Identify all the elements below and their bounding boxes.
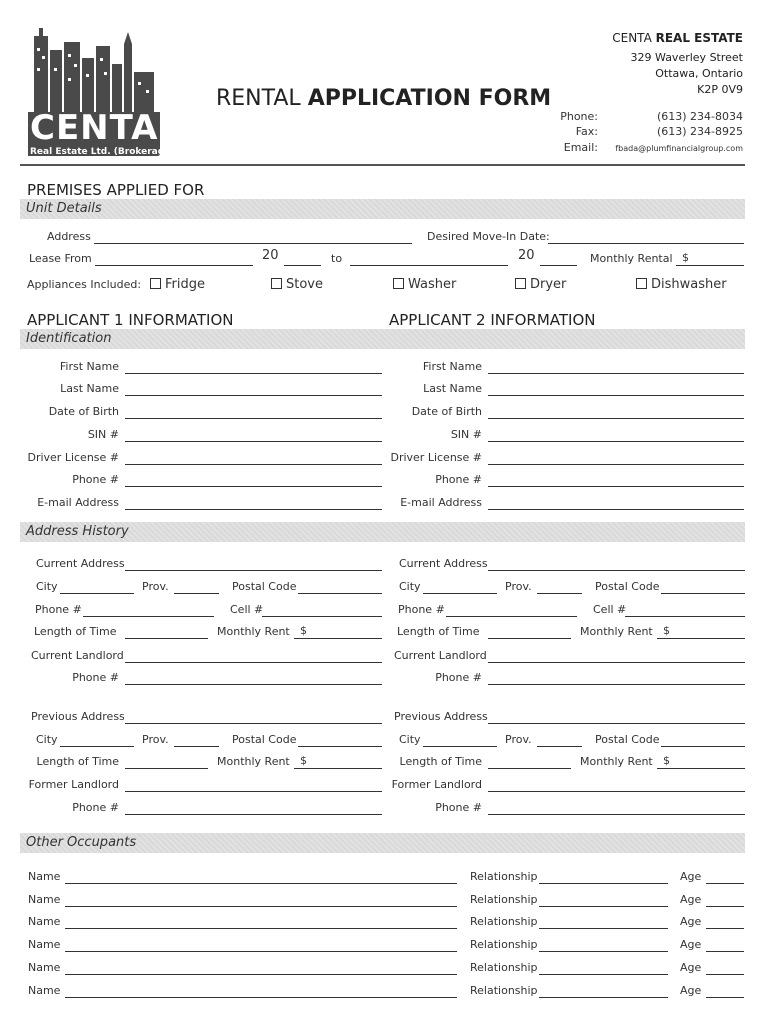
applicant2-prev-monthly-rent-field[interactable] [657, 754, 745, 769]
monthly-rent-label: Monthly Rent [217, 755, 290, 768]
prov-label: Prov. [505, 580, 532, 593]
applicant2-current-address-field[interactable] [488, 556, 745, 571]
title-bold: APPLICATION FORM [307, 86, 552, 111]
move-in-label: Desired Move-In Date: [427, 230, 550, 243]
last-name-label: Last Name [60, 382, 119, 395]
date-of-birth-label: Date of Birth [411, 405, 482, 418]
occupant-name-label: Name [28, 915, 61, 928]
occupant-name-label: Name [28, 893, 61, 906]
occupant-4-age-field[interactable] [706, 937, 744, 952]
occupant-2-relationship-field[interactable] [539, 892, 668, 907]
occupant-age-label: Age [680, 915, 702, 928]
occupant-4-name-field[interactable] [65, 937, 457, 952]
applicant1-first-name-field[interactable] [125, 359, 382, 374]
occupant-relationship-label: Relationship [470, 870, 538, 883]
checkbox-icon [271, 278, 282, 289]
former-landlord-label: Former Landlord [391, 778, 482, 791]
applicant1-city-field[interactable] [60, 579, 134, 594]
monthly-rental-field[interactable] [676, 251, 744, 266]
logo-text: CENTA [30, 108, 159, 148]
applicant2-prev-length-field[interactable] [488, 754, 571, 769]
applicant1-phone-field[interactable] [125, 472, 382, 487]
former-landlord-label: Former Landlord [28, 778, 119, 791]
postal-code-label: Postal Code [595, 733, 660, 746]
occupant-name-label: Name [28, 938, 61, 951]
occupant-2-age-field[interactable] [706, 892, 744, 907]
occupant-3-relationship-field[interactable] [539, 914, 668, 929]
postal-code-label: Postal Code [232, 580, 297, 593]
logo-subtitle: Real Estate Ltd. (Brokerage) [30, 147, 175, 157]
previous-address-label: Previous Address [31, 710, 125, 723]
title-light: RENTAL [216, 86, 301, 111]
occupant-relationship-label: Relationship [470, 984, 538, 997]
applicant1-heading: APPLICANT 1 INFORMATION [27, 311, 234, 329]
unit-details-band: Unit Details [20, 199, 745, 219]
sin-label: SIN # [87, 428, 119, 441]
lease-year1-field[interactable] [284, 251, 321, 266]
applicant1-email-field[interactable] [125, 495, 382, 510]
occupant-6-relationship-field[interactable] [539, 983, 668, 998]
monthly-rent-dollar: $ [300, 624, 307, 637]
applicant1-date-of-birth-field[interactable] [125, 404, 382, 419]
applicant1-length-field[interactable] [125, 624, 208, 639]
length-of-time-label: Length of Time [36, 755, 119, 768]
checkbox-icon [515, 278, 526, 289]
applicant1-former-landlord-field[interactable] [125, 777, 382, 792]
applicant2-last-name-field[interactable] [488, 381, 744, 396]
phone-label: Phone # [398, 603, 445, 616]
lease-from-field[interactable] [95, 251, 253, 266]
applicant2-city-field[interactable] [423, 579, 497, 594]
cell-label: Cell # [593, 603, 627, 616]
prov-label: Prov. [505, 733, 532, 746]
city-label: City [36, 580, 58, 593]
length-of-time-label: Length of Time [399, 755, 482, 768]
phone-label: Phone # [35, 603, 82, 616]
applicant2-monthly-rent-field[interactable] [657, 624, 745, 639]
occupant-3-age-field[interactable] [706, 914, 744, 929]
applicant2-length-field[interactable] [488, 624, 571, 639]
occupant-relationship-label: Relationship [470, 915, 538, 928]
prov-label: Prov. [142, 733, 169, 746]
fridge-checkbox[interactable]: Fridge [150, 277, 205, 292]
current-address-label: Current Address [36, 557, 125, 570]
applicant2-phone-field[interactable] [488, 472, 744, 487]
washer-checkbox[interactable]: Washer [393, 277, 456, 292]
applicant1-prev-prov-field[interactable] [174, 732, 219, 747]
street: 329 Waverley Street [630, 51, 743, 64]
dryer-checkbox[interactable]: Dryer [515, 277, 566, 292]
applicant2-sin-field[interactable] [488, 427, 744, 442]
address-field[interactable] [94, 229, 412, 244]
occupant-age-label: Age [680, 938, 702, 951]
applicant2-date-of-birth-field[interactable] [488, 404, 744, 419]
address-history-band: Address History [20, 522, 745, 542]
current-landlord-label: Current Landlord [394, 649, 487, 662]
postal-code-label: Postal Code [232, 733, 297, 746]
length-of-time-label: Length of Time [34, 625, 117, 638]
address-label: Address [47, 230, 91, 243]
dishwasher-checkbox[interactable]: Dishwasher [636, 277, 727, 292]
occupant-name-label: Name [28, 961, 61, 974]
applicant1-last-name-field[interactable] [125, 381, 382, 396]
occupant-5-relationship-field[interactable] [539, 960, 668, 975]
city-label: City [399, 733, 421, 746]
monthly-rent-dollar: $ [300, 754, 307, 767]
applicant1-postal-field[interactable] [298, 579, 382, 594]
prov-label: Prov. [142, 580, 169, 593]
applicant2-heading: APPLICANT 2 INFORMATION [389, 311, 596, 329]
phone-label: Phone # [72, 473, 119, 486]
header-divider [20, 164, 745, 166]
company-logo [28, 28, 175, 160]
occupant-age-label: Age [680, 893, 702, 906]
lease-from-label: Lease From [29, 252, 92, 265]
applicant1-cell-field[interactable] [262, 602, 382, 617]
fax-label: Fax: [575, 125, 598, 138]
postal: K2P 0V9 [697, 83, 743, 96]
occupant-4-relationship-field[interactable] [539, 937, 668, 952]
company-email[interactable]: fbada@plumfinancialgroup.com [615, 144, 743, 153]
company-address [612, 30, 743, 98]
applicant1-prev-monthly-rent-field[interactable] [294, 754, 382, 769]
occupant-name-label: Name [28, 984, 61, 997]
sin-label: SIN # [450, 428, 482, 441]
length-of-time-label: Length of Time [397, 625, 480, 638]
last-name-label: Last Name [423, 382, 482, 395]
applicant1-current-address-field[interactable] [125, 556, 382, 571]
applicant2-prev-city-field[interactable] [423, 732, 497, 747]
monthly-rent-label: Monthly Rent [580, 755, 653, 768]
monthly-rent-dollar: $ [663, 624, 670, 637]
lease-year2-label: 20 [518, 248, 535, 263]
first-name-label: First Name [422, 360, 482, 373]
appliances-label: Appliances Included: [27, 278, 142, 291]
email-label: Email: [563, 141, 598, 154]
occupant-5-age-field[interactable] [706, 960, 744, 975]
applicant1-prev-city-field[interactable] [60, 732, 134, 747]
applicant2-prov-field[interactable] [537, 579, 582, 594]
checkbox-icon [393, 278, 404, 289]
premises-heading: PREMISES APPLIED FOR [27, 181, 205, 199]
monthly-rental-dollar: $ [682, 251, 689, 264]
to-label: to [331, 252, 343, 265]
previous-address-label: Previous Address [394, 710, 488, 723]
postal-code-label: Postal Code [595, 580, 660, 593]
occupant-age-label: Age [680, 961, 702, 974]
occupant-1-relationship-field[interactable] [539, 869, 668, 884]
stove-checkbox[interactable]: Stove [271, 277, 323, 292]
applicant2-prev-postal-field[interactable] [661, 732, 745, 747]
lease-year2-field[interactable] [540, 251, 577, 266]
phone-label: Phone # [435, 473, 482, 486]
monthly-rent-dollar: $ [663, 754, 670, 767]
applicant2-postal-field[interactable] [661, 579, 745, 594]
occupant-relationship-label: Relationship [470, 961, 538, 974]
occupant-relationship-label: Relationship [470, 893, 538, 906]
applicant1-prev-length-field[interactable] [125, 754, 208, 769]
applicant2-cell-field[interactable] [625, 602, 745, 617]
occupant-age-label: Age [680, 870, 702, 883]
occupant-relationship-label: Relationship [470, 938, 538, 951]
company-name: CENTA REAL ESTATE [612, 31, 743, 45]
applicant2-prev-prov-field[interactable] [537, 732, 582, 747]
applicant2-previous-address-field[interactable] [488, 709, 745, 724]
applicant2-former-landlord-field[interactable] [488, 777, 745, 792]
applicant2-former-landlord-phone-field[interactable] [488, 800, 745, 815]
applicant1-previous-address-field[interactable] [125, 709, 382, 724]
first-name-label: First Name [59, 360, 119, 373]
applicant2-first-name-field[interactable] [488, 359, 744, 374]
applicant1-sin-field[interactable] [125, 427, 382, 442]
city: Ottawa, Ontario [655, 67, 743, 80]
monthly-rent-label: Monthly Rent [217, 625, 290, 638]
company-phone: (613) 234-8034 [656, 110, 743, 123]
applicant1-phone-field[interactable] [83, 602, 214, 617]
landlord-phone-label: Phone # [435, 671, 482, 684]
occupant-2-name-field[interactable] [65, 892, 457, 907]
driver-license-label: Driver License # [390, 451, 482, 464]
landlord-phone-label: Phone # [72, 671, 119, 684]
other-occupants-band: Other Occupants [20, 833, 745, 853]
applicant1-former-landlord-phone-field[interactable] [125, 800, 382, 815]
cell-label: Cell # [230, 603, 264, 616]
occupant-1-age-field[interactable] [706, 869, 744, 884]
email-label: E-mail Address [400, 496, 482, 509]
lease-to-field[interactable] [350, 251, 508, 266]
form-title [216, 86, 551, 111]
occupant-6-age-field[interactable] [706, 983, 744, 998]
current-landlord-label: Current Landlord [31, 649, 124, 662]
applicant2-current-landlord-field[interactable] [488, 648, 745, 663]
applicant2-phone-field[interactable] [446, 602, 577, 617]
applicant1-landlord-phone-field[interactable] [125, 670, 382, 685]
occupant-1-name-field[interactable] [65, 869, 457, 884]
occupant-6-name-field[interactable] [65, 983, 457, 998]
applicant2-driver-license-field[interactable] [488, 450, 744, 465]
occupant-5-name-field[interactable] [65, 960, 457, 975]
applicant1-current-landlord-field[interactable] [125, 648, 382, 663]
company-fax: (613) 234-8925 [656, 125, 743, 138]
lease-year1-label: 20 [262, 248, 279, 263]
applicant1-prov-field[interactable] [174, 579, 219, 594]
occupant-age-label: Age [680, 984, 702, 997]
applicant2-landlord-phone-field[interactable] [488, 670, 745, 685]
former-landlord-phone-label: Phone # [72, 801, 119, 814]
current-address-label: Current Address [399, 557, 488, 570]
move-in-field[interactable] [548, 229, 744, 244]
applicant1-prev-postal-field[interactable] [298, 732, 382, 747]
city-label: City [36, 733, 58, 746]
date-of-birth-label: Date of Birth [48, 405, 119, 418]
driver-license-label: Driver License # [27, 451, 119, 464]
occupant-3-name-field[interactable] [65, 914, 457, 929]
phone-label: Phone: [560, 110, 598, 123]
checkbox-icon [636, 278, 647, 289]
applicant1-monthly-rent-field[interactable] [294, 624, 382, 639]
occupant-name-label: Name [28, 870, 61, 883]
former-landlord-phone-label: Phone # [435, 801, 482, 814]
monthly-rent-label: Monthly Rent [580, 625, 653, 638]
monthly-rental-label: Monthly Rental [590, 252, 673, 265]
applicant1-driver-license-field[interactable] [125, 450, 382, 465]
email-label: E-mail Address [37, 496, 119, 509]
applicant2-email-field[interactable] [488, 495, 744, 510]
city-label: City [399, 580, 421, 593]
identification-band: Identification [20, 329, 745, 349]
checkbox-icon [150, 278, 161, 289]
